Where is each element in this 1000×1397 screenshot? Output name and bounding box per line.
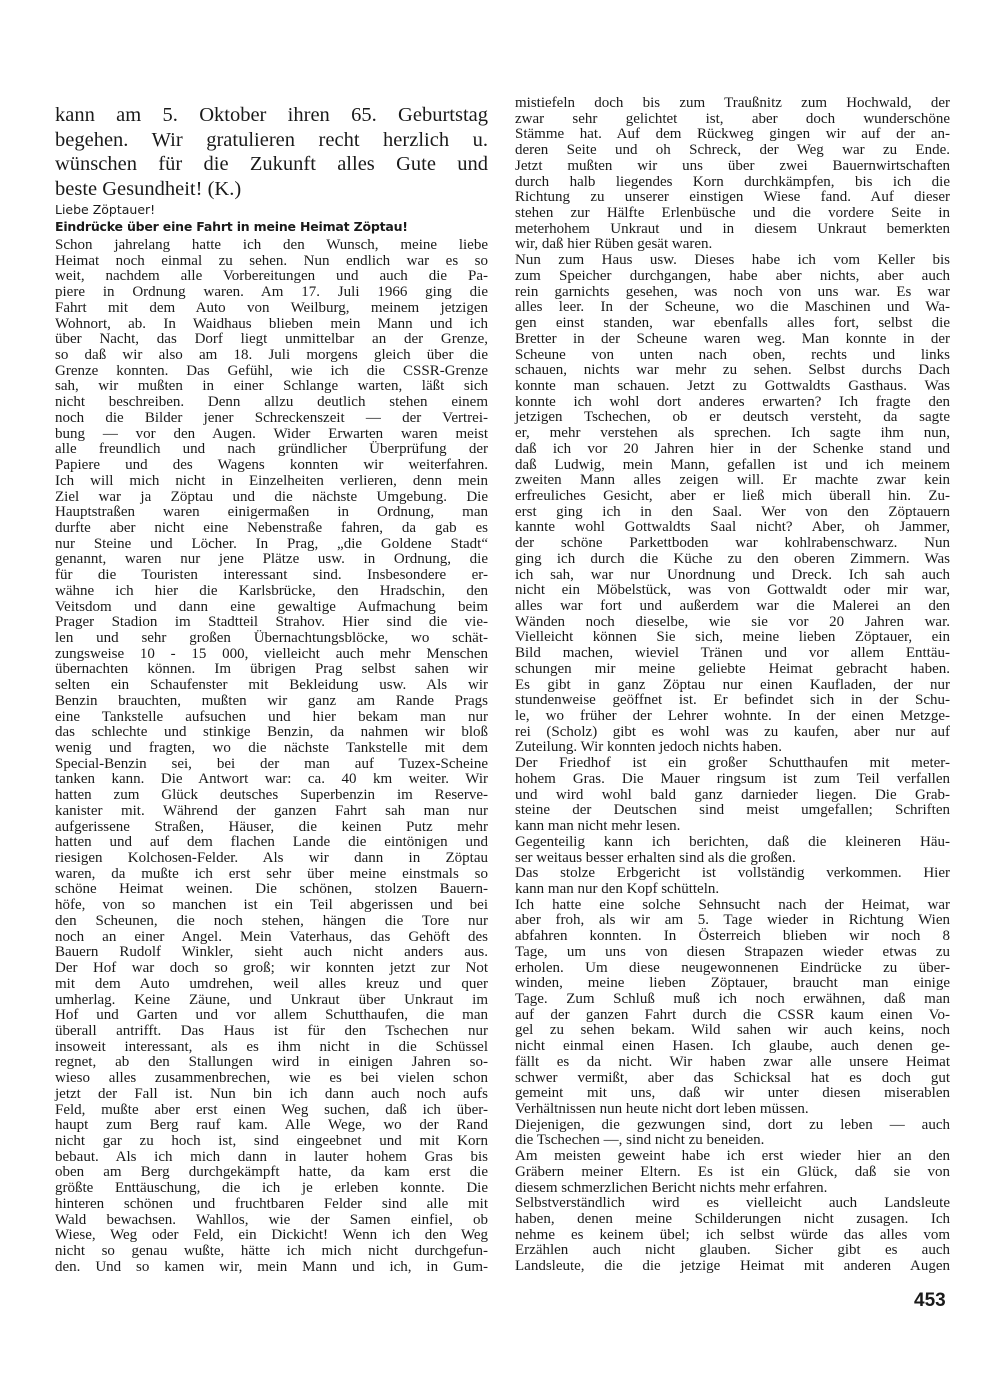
text-line: alles war fort und außerdem war die Malerei an den xyxy=(515,598,950,614)
text-line: das schlechte und stinkige Benzin, da nahmen wir bloß xyxy=(55,724,488,741)
text-line: aufgerissene Straßen, Häuser, die keinen Putz mehr xyxy=(55,818,488,835)
text-line: durfte aber nicht eine Nebenstraße fahren, da gab es xyxy=(55,519,488,536)
text-line: Vielleicht können Sie sich, meine lieben Zöptauer, ein xyxy=(515,629,950,646)
text-line: len und sehr großen Übernachtungsblöcke, wo schät- xyxy=(55,629,488,646)
text-line: Der Hof war doch so groß; wir konnten jetzt zur Not xyxy=(55,960,488,977)
text-line: wieso alles zusammenbrechen, wie es bei vielen schon xyxy=(55,1070,488,1087)
text-line: oben am Berg durchgekämpft hatte, da kam erst die xyxy=(55,1164,488,1181)
text-line: den. Und so kamen wir, mein Mann und ich, in Gum- xyxy=(55,1258,488,1275)
text-line: Wiese, Weg oder Feld, ein Dickicht! Wenn ich den Weg xyxy=(55,1227,488,1244)
text-line: ser weitaus besser erhalten sind als die großen. xyxy=(515,849,796,866)
text-line: noch die Bilder jener Schreckenszeit — der Vertrei- xyxy=(55,409,488,426)
text-line: Veitsdom und dann eine gewaltige Aufmachung beim xyxy=(55,598,488,615)
text-line: Ich will mich nicht in Einzelheiten verlieren, denn mein xyxy=(55,472,488,489)
text-line: Fahrt mit dem Auto von Weilburg, meinem jetzigen xyxy=(55,299,488,316)
text-line: schwer vermißt, aber das Schicksal hat es doch gut xyxy=(515,1069,950,1086)
text-line: umherlag. Keine Zäune, und Unkraut über Unkraut im xyxy=(55,991,488,1008)
text-line: Jetzt mußten wir uns über zwei Bauernwirtschaften xyxy=(515,157,950,174)
text-line: Richtung zu unserer einstigen Wiese fand. Auf dieser xyxy=(515,189,950,206)
text-line: kanister mit. Während der ganzen Fahrt sah man nur xyxy=(55,802,488,819)
text-line: schauen, nichts war mehr zu sehen. Selbst durchs Dach xyxy=(515,362,950,379)
text-line: nicht ein Möbelstück, was von Gottwaldt oder mir war, xyxy=(515,582,950,599)
text-line: Der Friedhof ist ein großer Schutthaufen mit meter- xyxy=(515,755,950,772)
text-line: alles leer. In der Scheune, wo die Maschinen und Wa- xyxy=(515,299,950,316)
text-line: Verhältnissen nun heute nicht dort leben müssen. xyxy=(515,1101,809,1117)
text-line: Hauptstraßen waren einigermaßen in Ordnung, man xyxy=(55,504,488,521)
text-line: rei (Scholz) gibt es wohl was zu kaufen, aber nur auf xyxy=(515,723,950,740)
text-line: Ziel war ja Zöptau und die nächste Umgebung. Die xyxy=(55,488,488,505)
text-line: so daß wir also am 18. Juli morgens gleich über die xyxy=(55,347,488,364)
text-line: kannte wohl Gottwaldts Saal nicht? Aber, oh Jammer, xyxy=(515,519,950,536)
text-line: konnte ich wohl dort anderes erwarten? Ich fragte den xyxy=(515,393,950,410)
text-line: noch an einer Angel. Mein Vaterhaus, das Gehöft des xyxy=(55,928,488,945)
text-line: Bild machen, wieviel Tränen und vor allem Enttäu- xyxy=(515,645,950,662)
text-line: erst ging ich in den Saal. Wer von den Zöptauern xyxy=(515,503,950,520)
text-line: jetzt der Fall ist. Nun bin ich dann auch noch aufs xyxy=(55,1085,488,1102)
text-line: meterhohem Unkraut und in diesem Unkraut bemerkten xyxy=(515,220,950,237)
text-line: nicht gar zu hoch ist, sind eingeebnet und mit Korn xyxy=(55,1132,488,1149)
text-line: schöne Heimat weinen. Die schönen, stolzen Bauern- xyxy=(55,881,488,898)
text-line: erholen. Um diese neugewonnenen Eindrücke zu über- xyxy=(515,959,950,976)
text-line: nicht einmal einen Hasen. Ich glaube, auch denen ge- xyxy=(515,1038,950,1055)
left-column-text xyxy=(55,238,488,1275)
article-headline: Eindrücke über eine Fahrt in meine Heimat Zöptau! xyxy=(55,219,408,234)
text-line: riesigen Kolchosen-Felder. Als wir dann in Zöptau xyxy=(55,850,488,867)
text-line: winden, meine lieben Zöptauer, braucht man einige xyxy=(515,975,950,992)
text-line: haben, denen meine Schilderungen nicht zusagen. Ich xyxy=(515,1211,950,1228)
text-line: und wird wohl bald ganz darnieder liegen. Die Grab- xyxy=(515,786,950,803)
text-line: zwar sehr gelichtet ist, aber doch wunderschöne xyxy=(515,110,950,127)
text-line: schungen mir meine geliebte Heimat gebracht haben. xyxy=(515,660,950,677)
text-line: Landsleute, die die jetzige Heimat mit anderen Augen xyxy=(515,1258,950,1275)
text-line: bebaut. Als ich mich dann in lauter hohem Gras bis xyxy=(55,1148,488,1165)
text-line: für die Touristen interessant sind. Insbesondere er- xyxy=(55,567,488,584)
text-line: mit dem Auto umdrehen, weil alles kreuz und quer xyxy=(55,975,488,992)
text-line: Bauern Rudolf Winkler, sieht auch nicht anders aus. xyxy=(55,944,488,961)
text-line: Zuteilung. Wir konnten jedoch nichts haben. xyxy=(515,739,782,756)
text-line: Scheune von unten nach oben, rechts und links xyxy=(515,346,950,363)
text-line: nicht beschreiben. Denn allzu deutlich stehen einem xyxy=(55,394,488,411)
text-line: Gräbern meiner Eltern. Es ist ein Glück, daß sie von xyxy=(515,1163,950,1180)
text-line: wir, daß hier Rüben gesät waren. xyxy=(515,236,713,253)
text-line: selten ein Schaufenster mit Bekleidung usw. Als wir xyxy=(55,677,488,694)
text-line: diesem schmerzlichen Bericht nichts mehr erfahren. xyxy=(515,1179,828,1196)
text-line: hatten zum Glück deutsches Superbenzin im Reserve- xyxy=(55,787,488,804)
text-line: jetzigen Tschechen, ob er deutsch versteht, da sagte xyxy=(515,409,950,426)
text-line: konnte man schauen. Jetzt zu Gottwaldts Gasthaus. Was xyxy=(515,377,950,394)
text-line: insoweit interessant, als es ihm nicht in die Schüssel xyxy=(55,1038,488,1055)
text-line: den Scheunen, die noch stehen, hängen die Tore nur xyxy=(55,912,488,929)
text-line: Tage. Zum Schluß muß ich noch erwähnen, daß man xyxy=(515,990,950,1007)
text-line: aber froh, als wir am 5. Tage wieder in Richtung Wien xyxy=(515,912,950,929)
text-line: mistiefeln doch bis zum Traußnitz zum Hochwald, der xyxy=(515,95,950,111)
text-line: Erzählen auch nicht glauben. Sicher gibt es auch xyxy=(515,1242,950,1259)
text-line: Tage, um uns von diesen Strapazen wieder etwas zu xyxy=(515,943,950,960)
right-column-text xyxy=(515,96,950,1275)
text-line: höfe, von so manchen ist ein Teil abgerissen und bei xyxy=(55,897,488,914)
text-line: wähne ich hier die Karlsbrücke, den Hradschin, den xyxy=(55,582,488,599)
text-line: daß Ludwig, mein Mann, gefallen ist und ich meinem xyxy=(515,456,950,473)
text-line: Nun zum Haus usw. Dieses habe ich vom Keller bis xyxy=(515,252,950,269)
text-line: ging ich durch die Küche zu den oberen Zimmern. Was xyxy=(515,550,950,567)
text-line: Es gibt in ganz Zöptau nur einen Kaufladen, der nur xyxy=(515,676,950,693)
text-line: Hof und Garten und vor allem Schutthaufen, die man xyxy=(55,1007,488,1024)
text-line: haupt zum Berg rauf kam. Alle Wege, wo der Rand xyxy=(55,1117,488,1134)
text-line: weit, nachdem alle Vorbereitungen und auch die Pa- xyxy=(55,268,488,285)
text-line: daß ich vor 20 Jahren hier in der Schenke stand und xyxy=(515,440,950,457)
text-line: auf der ganzen Fahrt durch die CSSR kaum einen Vo- xyxy=(515,1006,950,1023)
text-line: kann man nur den Kopf schütteln. xyxy=(515,880,720,897)
birthday-note xyxy=(55,103,488,201)
text-line: er, mehr verstehen als sprechen. Ich sagte ihm nun, xyxy=(515,425,950,442)
text-line: Ich hatte eine solche Sehnsucht nach der Heimat, war xyxy=(515,896,950,913)
text-line: zweiten Mann alles zeigen will. Er machte zwar kein xyxy=(515,472,950,489)
text-line: nehme es keinem übel; ich selbst würde das alles vom xyxy=(515,1226,950,1243)
text-line: alle freundlich und nach gründlicher Überprüfung der xyxy=(55,441,488,458)
text-line: regnet, ab den Stallungen wird in einigen Jahren so- xyxy=(55,1054,488,1071)
text-line: Grenze konnten. Das Gefühl, wie ich die CSSR-Grenze xyxy=(55,362,488,379)
text-line: ich sah, war nur Unordnung und Dreck. Ich sah auch xyxy=(515,566,950,583)
text-line: steine der Deutschen sind meist umgefallen; Schriften xyxy=(515,802,950,819)
text-line: erfreuliches Gesicht, aber er ließ mich überall hin. Zu- xyxy=(515,487,950,504)
text-line: die Tschechen —, sind nicht zu beneiden. xyxy=(515,1132,765,1149)
text-line: bung — vor den Augen. Wider Erwarten waren meist xyxy=(55,425,488,442)
text-line: gemeint mit uns, daß wir unter diesen miserablen xyxy=(515,1085,950,1102)
text-line: zum Speicher durchgangen, habe aber nichts, aber auch xyxy=(515,267,950,284)
text-line: Heimat noch einmal zu sehen. Nun endlich war es so xyxy=(55,252,488,269)
text-line: tanken kann. Die Antwort war: ca. 40 km weiter. Wir xyxy=(55,771,488,788)
text-line: nur Steine und Löcher. In Prag, „die Goldene Stadt“ xyxy=(55,535,488,552)
text-line: gel zu sehen bekam. Wild sahen wir auch keins, noch xyxy=(515,1022,950,1039)
letter-greeting: Liebe Zöptauer! xyxy=(55,202,156,217)
text-line: beste Gesundheit! (K.) xyxy=(55,177,242,200)
text-line: stehen zur Hälfte Erlenbüsche und die vordere Seite in xyxy=(515,205,950,222)
text-line: Special-Benzin sei, bei der man auf Tuzex-Scheine xyxy=(55,755,488,772)
text-line: zungsweise 10 - 15 000, vielleicht auch mehr Menschen xyxy=(55,645,488,662)
text-line: fällt es da nicht. Wir haben zwar alle unsere Heimat xyxy=(515,1053,950,1070)
text-line: eine Tankstelle aufsuchen und hier bekam man nur xyxy=(55,708,488,725)
text-line: wenig und fragten, wo die nächste Tankstelle mit dem xyxy=(55,740,488,756)
text-line: Wohnort, ab. In Waidhaus blieben mein Mann und ich xyxy=(55,315,488,332)
text-line: hohem Gras. Die Mauer ringsum ist zum Teil verfallen xyxy=(515,770,950,787)
text-line: wünschen für die Zukunft alles Gute und xyxy=(55,153,488,175)
text-line: Wänden noch dieselbe, wie sie vor 20 Jahren war. xyxy=(515,613,950,630)
text-line: waren, da mußte ich erst sehr über meine einstmals so xyxy=(55,865,488,882)
text-line: Selbstverständlich wird es vielleicht auch Landsleute xyxy=(515,1195,950,1212)
text-line: Bretter in der Scheune waren weg. Man konnte in der xyxy=(515,330,950,347)
text-line: Wald bewachsen. Wahllos, wie der Samen einfiel, ob xyxy=(55,1211,488,1228)
text-line: Prager Stadion im Stadtteil Strahov. Hier sind die vie- xyxy=(55,614,488,631)
text-line: Stämme hat. Auf dem Rückweg gingen wir auf der an- xyxy=(515,126,950,143)
text-line: begehen. Wir gratulieren recht herzlich u. xyxy=(55,128,488,151)
text-line: durch halb liegendes Korn durchkämpfen, bis ich die xyxy=(515,173,950,190)
text-line: über Nacht, das Dorf liegt unmittelbar an der Grenze, xyxy=(55,331,488,348)
text-line: genannt, waren nur jene Plätze usw. in Ordnung, die xyxy=(55,551,488,568)
text-line: abfahren konnten. In Österreich blieben wir noch 8 xyxy=(515,928,950,945)
text-line: hatten und auf dem flachen Lande die eintönigen und xyxy=(55,834,488,851)
text-line: Feld, mußte aber erst einen Weg suchen, daß ich über- xyxy=(55,1101,488,1118)
text-line: überall antrifft. Das Haus ist für den Tschechen nur xyxy=(55,1022,488,1039)
text-line: übernachten können. Im übrigen Prag selbst sahen wir xyxy=(55,661,488,678)
text-line: Schon jahrelang hatte ich den Wunsch, meine liebe xyxy=(55,237,488,253)
text-line: hinteren schönen und fruchtbaren Felder sind alle mit xyxy=(55,1195,488,1212)
text-line: Papiere und des Wagens konnten wir weiterfahren. xyxy=(55,457,488,474)
text-line: rein garnichts gesehen, was noch von uns war. Es war xyxy=(515,283,950,300)
text-line: Das stolze Erbgericht ist vollständig verkommen. Hier xyxy=(515,865,950,882)
text-line: piere in Ordnung waren. Am 17. Juli 1966 ging die xyxy=(55,284,488,301)
text-line: der schöne Parkettboden war kohlrabenschwarz. Nun xyxy=(515,535,950,552)
text-line: nicht so genau wußte, hätte ich mich nicht durchgefun- xyxy=(55,1243,488,1259)
text-line: kann am 5. Oktober ihren 65. Geburtstag xyxy=(55,104,488,126)
page-number: 453 xyxy=(914,1290,946,1311)
text-line: Am meisten geweint habe ich erst wieder hier an den xyxy=(515,1148,950,1165)
text-line: stundenweise geöffnet ist. Er befindet sich in der Schu- xyxy=(515,692,950,709)
text-line: Benzin brauchten, mußten wir ganz am Rande Prags xyxy=(55,692,488,709)
text-line: sah, wir mußten in einer Schlange warten, läßt sich xyxy=(55,378,488,395)
text-line: le, wo früher der Lehrer wohnte. In der einen Metzge- xyxy=(515,708,950,725)
text-line: Gegenteilig kann ich berichten, daß die kleineren Häu- xyxy=(515,833,950,850)
text-line: gen einst standen, war ebenfalls alles fort, selbst die xyxy=(515,315,950,332)
text-line: größte Enttäuschung, die ich je erleben konnte. Die xyxy=(55,1180,488,1197)
text-line: deren Seite und oh Schreck, der Weg war zu Ende. xyxy=(515,142,950,159)
text-line: Diejenigen, die gezwungen sind, dort zu leben — auch xyxy=(515,1116,950,1133)
text-line: kann man nicht mehr lesen. xyxy=(515,818,681,835)
